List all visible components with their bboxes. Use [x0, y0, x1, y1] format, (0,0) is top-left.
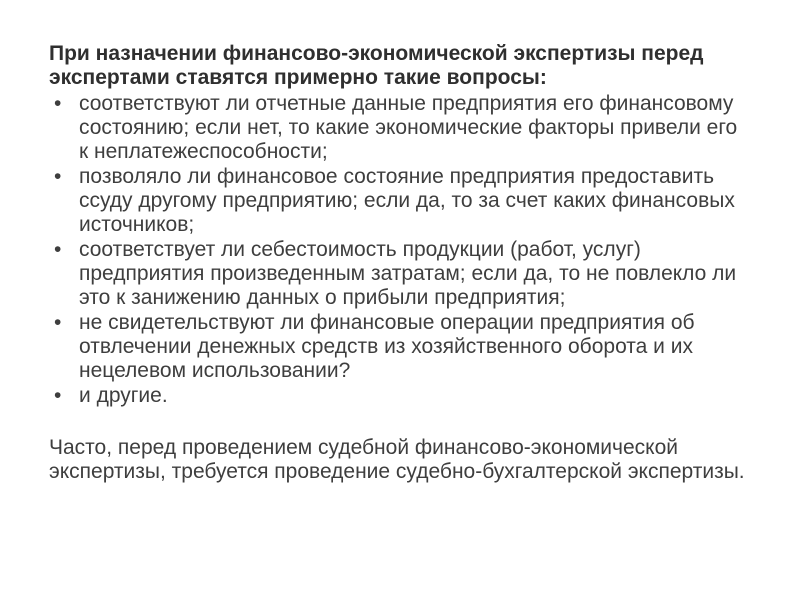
- list-item: [49, 311, 749, 383]
- bullet-icon: •: [54, 165, 62, 188]
- list-item: [49, 92, 749, 164]
- list-item: [49, 384, 749, 408]
- bullet-icon: •: [54, 311, 62, 334]
- question-list: [49, 92, 749, 408]
- bullet-icon: •: [54, 238, 62, 261]
- list-item: [49, 165, 749, 237]
- slide-content: [49, 42, 749, 484]
- list-item-text: соответствуют ли отчетные данные предприятия его финансовому состоянию; если нет, то какие экономические факторы привели его к неплатежеспособности;: [79, 92, 738, 163]
- slide-heading: При назначении финансово-экономической экспертизы перед экспертами ставятся примерно такие вопросы:: [49, 42, 704, 89]
- list-item-text: и другие.: [79, 384, 168, 407]
- list-item-text: соответствует ли себестоимость продукции (работ, услуг) предприятия произведенным затратам; если да, то не повлекло ли это к занижению данных о прибыли предприятия;: [79, 238, 737, 309]
- list-item-text: позволяло ли финансовое состояние предприятия предоставить ссуду другому предприятию; если да, то за счет каких финансовых источников;: [79, 165, 735, 236]
- bullet-icon: •: [54, 384, 62, 407]
- list-item-text: не свидетельствуют ли финансовые операции предприятия об отвлечении денежных средств из хозяйственного оборота и их нецелевом использовании?: [79, 311, 695, 382]
- footer-note: Часто, перед проведением судебной финансово-экономической экспертизы, требуется проведение судебно-бухгалтерской экспертизы.: [49, 436, 745, 483]
- bullet-icon: •: [54, 92, 62, 115]
- list-item: [49, 238, 749, 310]
